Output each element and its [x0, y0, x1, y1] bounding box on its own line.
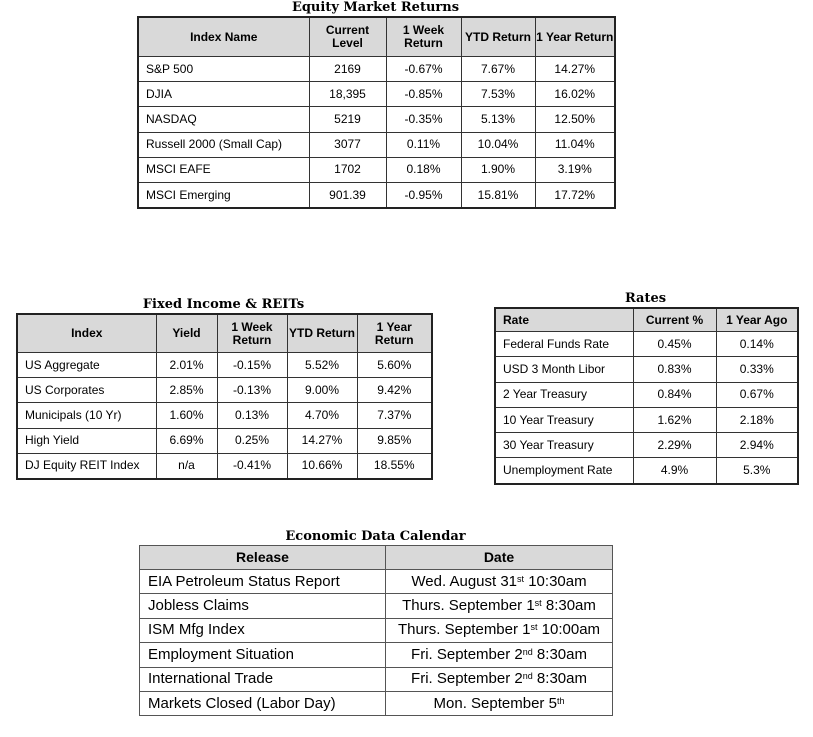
year-ago-rate-cell: 2.18% — [716, 407, 798, 432]
table-row — [17, 403, 432, 428]
yield-cell: 2.01% — [156, 353, 217, 378]
yield-cell: 1.60% — [156, 403, 217, 428]
table-row — [138, 157, 615, 182]
week-return-cell: -0.15% — [217, 353, 287, 378]
ytd-return-cell: 5.52% — [287, 353, 357, 378]
time-text: 8:30am — [541, 597, 596, 615]
week-return-cell: -0.95% — [386, 182, 461, 208]
week-return-cell: 0.13% — [217, 403, 287, 428]
rates-table-title: Rates — [624, 291, 667, 306]
economic-calendar-title: Economic Data Calendar — [285, 529, 466, 544]
index-name-cell: NASDAQ — [138, 107, 309, 132]
table-row — [138, 182, 615, 208]
table-row — [17, 378, 432, 403]
release-date-cell — [386, 594, 613, 618]
fixed-income-table-title: Fixed Income & REITs — [142, 297, 305, 312]
date-text: Thurs. September 1 — [397, 621, 531, 639]
date-text: Fri. September 2 — [411, 645, 523, 663]
rate-name-cell: 10 Year Treasury — [495, 407, 633, 432]
release-date-cell — [386, 643, 613, 667]
time-text: 10:00am — [537, 621, 601, 639]
current-level-cell: 1702 — [309, 157, 386, 182]
column-header: 1 Year Return — [535, 17, 615, 57]
table-row — [140, 570, 613, 594]
release-name-cell: International Trade — [140, 667, 386, 691]
date-text: Mon. September 5 — [433, 694, 557, 712]
ordinal-suffix: st — [534, 598, 542, 609]
current-rate-cell: 0.84% — [633, 382, 716, 407]
ordinal-suffix: nd — [522, 671, 533, 682]
year-return-cell: 9.42% — [357, 378, 432, 403]
current-level-cell: 901.39 — [309, 182, 386, 208]
table-row — [138, 132, 615, 157]
yield-cell: 6.69% — [156, 428, 217, 453]
year-return-cell: 16.02% — [535, 82, 615, 107]
rate-name-cell: 2 Year Treasury — [495, 382, 633, 407]
table-header-row — [17, 314, 432, 353]
table-header-row — [138, 17, 615, 57]
table-row — [17, 428, 432, 453]
year-ago-rate-cell: 5.3% — [716, 458, 798, 484]
index-name-cell: US Aggregate — [17, 353, 156, 378]
time-text: 8:30am — [532, 670, 587, 688]
ytd-return-cell: 14.27% — [287, 428, 357, 453]
release-name-cell: Employment Situation — [140, 643, 386, 667]
week-return-cell: 0.25% — [217, 428, 287, 453]
ytd-return-cell: 10.66% — [287, 453, 357, 479]
week-return-cell: -0.85% — [386, 82, 461, 107]
current-level-cell: 18,395 — [309, 82, 386, 107]
column-header: Current % — [633, 308, 716, 332]
table-row — [138, 57, 615, 82]
fixed-income-table — [16, 313, 433, 480]
table-row — [138, 107, 615, 132]
ytd-return-cell: 7.53% — [461, 82, 535, 107]
week-return-cell: 0.11% — [386, 132, 461, 157]
table-row — [495, 382, 798, 407]
date-text: Wed. August 31 — [411, 572, 518, 590]
release-name-cell: Jobless Claims — [140, 594, 386, 618]
year-return-cell: 9.85% — [357, 428, 432, 453]
table-row — [140, 618, 613, 642]
rate-name-cell: Federal Funds Rate — [495, 332, 633, 357]
rate-name-cell: Unemployment Rate — [495, 458, 633, 484]
year-return-cell: 18.55% — [357, 453, 432, 479]
year-return-cell: 11.04% — [535, 132, 615, 157]
column-header: Index — [17, 314, 156, 353]
index-name-cell: Municipals (10 Yr) — [17, 403, 156, 428]
week-return-cell: -0.35% — [386, 107, 461, 132]
fixed-income-section — [16, 297, 431, 480]
index-name-cell: MSCI EAFE — [138, 157, 309, 182]
date-text: Thurs. September 1 — [402, 597, 535, 615]
column-header: Release — [140, 546, 386, 570]
rate-name-cell: USD 3 Month Libor — [495, 357, 633, 382]
column-header: 1 Year Return — [357, 314, 432, 353]
current-level-cell: 3077 — [309, 132, 386, 157]
ytd-return-cell: 7.67% — [461, 57, 535, 82]
year-ago-rate-cell: 2.94% — [716, 433, 798, 458]
table-row — [495, 458, 798, 484]
current-level-cell: 2169 — [309, 57, 386, 82]
table-row — [17, 353, 432, 378]
release-date-cell — [386, 667, 613, 691]
release-date-cell — [386, 691, 613, 715]
index-name-cell: MSCI Emerging — [138, 182, 309, 208]
release-date-cell — [386, 570, 613, 594]
current-rate-cell: 0.45% — [633, 332, 716, 357]
table-row — [17, 453, 432, 479]
current-rate-cell: 2.29% — [633, 433, 716, 458]
table-row — [495, 357, 798, 382]
ordinal-suffix: st — [530, 622, 538, 633]
equity-returns-table — [137, 16, 616, 209]
table-header-row — [140, 546, 613, 570]
table-row — [140, 667, 613, 691]
column-header: 1 Week Return — [386, 17, 461, 57]
index-name-cell: DJIA — [138, 82, 309, 107]
ytd-return-cell: 15.81% — [461, 182, 535, 208]
ytd-return-cell: 5.13% — [461, 107, 535, 132]
column-header: Yield — [156, 314, 217, 353]
year-return-cell: 5.60% — [357, 353, 432, 378]
column-header: Date — [386, 546, 613, 570]
table-row — [140, 594, 613, 618]
column-header: Rate — [495, 308, 633, 332]
table-row — [495, 332, 798, 357]
current-rate-cell: 0.83% — [633, 357, 716, 382]
current-level-cell: 5219 — [309, 107, 386, 132]
index-name-cell: S&P 500 — [138, 57, 309, 82]
column-header: 1 Year Ago — [716, 308, 798, 332]
release-name-cell: Markets Closed (Labor Day) — [140, 691, 386, 715]
equity-table-title: Equity Market Returns — [291, 0, 460, 15]
table-row — [495, 407, 798, 432]
release-name-cell: ISM Mfg Index — [140, 618, 386, 642]
year-ago-rate-cell: 0.67% — [716, 382, 798, 407]
index-name-cell: US Corporates — [17, 378, 156, 403]
column-header: Index Name — [138, 17, 309, 57]
ordinal-suffix: nd — [522, 646, 533, 657]
column-header: 1 Week Return — [217, 314, 287, 353]
year-ago-rate-cell: 0.14% — [716, 332, 798, 357]
year-return-cell: 17.72% — [535, 182, 615, 208]
ordinal-suffix: st — [517, 573, 525, 584]
index-name-cell: DJ Equity REIT Index — [17, 453, 156, 479]
year-ago-rate-cell: 0.33% — [716, 357, 798, 382]
column-header: YTD Return — [461, 17, 535, 57]
table-row — [495, 433, 798, 458]
rate-name-cell: 30 Year Treasury — [495, 433, 633, 458]
time-text: 8:30am — [532, 645, 587, 663]
equity-returns-section — [137, 0, 614, 209]
ordinal-suffix: th — [556, 695, 565, 706]
column-header: Current Level — [309, 17, 386, 57]
date-text: Fri. September 2 — [411, 670, 523, 688]
table-row — [140, 691, 613, 715]
current-rate-cell: 4.9% — [633, 458, 716, 484]
yield-cell: 2.85% — [156, 378, 217, 403]
year-return-cell: 7.37% — [357, 403, 432, 428]
week-return-cell: -0.41% — [217, 453, 287, 479]
table-header-row — [495, 308, 798, 332]
release-name-cell: EIA Petroleum Status Report — [140, 570, 386, 594]
rates-table — [494, 307, 799, 485]
table-row — [140, 643, 613, 667]
week-return-cell: -0.13% — [217, 378, 287, 403]
year-return-cell: 14.27% — [535, 57, 615, 82]
table-row — [138, 82, 615, 107]
release-date-cell — [386, 618, 613, 642]
time-text: 10:30am — [524, 572, 587, 590]
rates-section — [494, 291, 797, 485]
week-return-cell: -0.67% — [386, 57, 461, 82]
column-header: YTD Return — [287, 314, 357, 353]
ytd-return-cell: 4.70% — [287, 403, 357, 428]
year-return-cell: 3.19% — [535, 157, 615, 182]
week-return-cell: 0.18% — [386, 157, 461, 182]
index-name-cell: High Yield — [17, 428, 156, 453]
year-return-cell: 12.50% — [535, 107, 615, 132]
economic-calendar-section — [139, 529, 612, 716]
index-name-cell: Russell 2000 (Small Cap) — [138, 132, 309, 157]
economic-calendar-table — [139, 545, 613, 716]
ytd-return-cell: 10.04% — [461, 132, 535, 157]
ytd-return-cell: 1.90% — [461, 157, 535, 182]
current-rate-cell: 1.62% — [633, 407, 716, 432]
ytd-return-cell: 9.00% — [287, 378, 357, 403]
yield-cell: n/a — [156, 453, 217, 479]
